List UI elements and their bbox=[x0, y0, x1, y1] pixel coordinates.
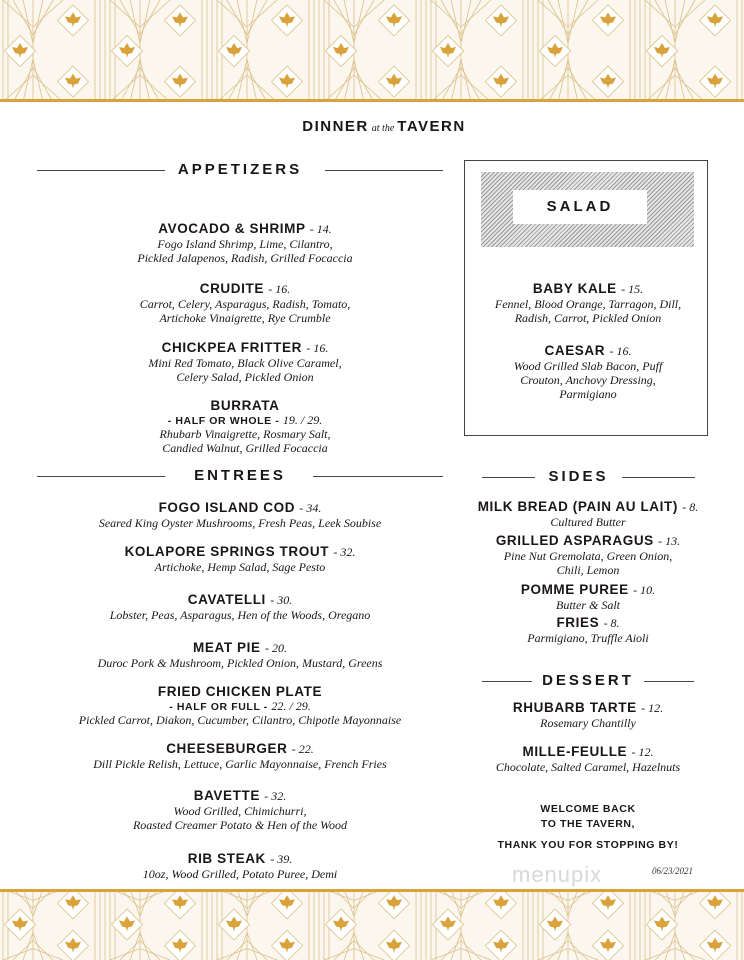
section-heading-appetizers bbox=[37, 161, 443, 181]
item-name-line bbox=[495, 281, 681, 297]
item-description: Butter & Salt bbox=[555, 598, 620, 612]
item-description: Lobster, Peas, Asparagus, Hen of the Woods, Oregano bbox=[109, 608, 371, 622]
item-description: 10oz, Wood Grilled, Potato Puree, Demi bbox=[142, 867, 338, 881]
item-name: AVOCADO & SHRIMP bbox=[158, 221, 306, 236]
item-name: FOGO ISLAND COD bbox=[158, 500, 296, 515]
item-description: Radish, Carrot, Pickled Onion bbox=[514, 311, 662, 325]
item-description: Cultured Butter bbox=[550, 515, 626, 529]
menu-date: 06/23/2021 bbox=[652, 866, 694, 876]
item-price: - 13. bbox=[658, 534, 681, 548]
item-name-line bbox=[98, 640, 383, 656]
item-name: FRIED CHICKEN PLATE bbox=[157, 684, 323, 699]
item-description: Pine Nut Gremolata, Green Onion, bbox=[503, 549, 673, 563]
title-tavern: TAVERN bbox=[397, 118, 466, 135]
watermark: menupix bbox=[512, 862, 603, 887]
salad-item bbox=[495, 281, 681, 325]
item-description: Parmigiano, Truffle Aioli bbox=[527, 631, 649, 645]
item-description: Fogo Island Shrimp, Lime, Cilantro, bbox=[157, 237, 333, 251]
item-description: Candied Walnut, Grilled Focaccia bbox=[162, 441, 328, 455]
item-name: RIB STEAK bbox=[187, 851, 266, 866]
item-description: Parmigiano bbox=[559, 387, 617, 401]
item-name: CAVATELLI bbox=[187, 592, 266, 607]
decorative-border-top bbox=[0, 0, 744, 102]
item-price: - 16. bbox=[268, 282, 291, 296]
item-name-line bbox=[160, 398, 331, 414]
item-description: Carrot, Celery, Asparagus, Radish, Tomato, bbox=[139, 297, 351, 311]
item-price: - 30. bbox=[270, 593, 293, 607]
section-title-salad: SALAD bbox=[513, 190, 647, 224]
item-description: Artichoke, Hemp Salad, Sage Pesto bbox=[154, 560, 326, 574]
item-price: - 10. bbox=[633, 583, 656, 597]
item-name-line bbox=[110, 592, 371, 608]
item-description: Pickled Carrot, Diakon, Cucumber, Cilantro, Chipotle Mayonnaise bbox=[78, 713, 402, 727]
item-price: - 12. bbox=[631, 745, 654, 759]
item-name-line bbox=[99, 500, 381, 516]
item-name-line bbox=[125, 544, 356, 560]
appetizer-item bbox=[160, 398, 331, 455]
item-price: - 20. bbox=[264, 641, 287, 655]
item-price: - 34. bbox=[299, 501, 322, 515]
appetizer-item bbox=[137, 221, 352, 265]
item-price: - 32. bbox=[333, 545, 356, 559]
section-heading-entrees bbox=[37, 467, 443, 487]
item-name: POMME PUREE bbox=[520, 582, 629, 597]
item-name-line bbox=[514, 343, 663, 359]
salad-hatched-banner bbox=[481, 172, 694, 247]
item-name: KOLAPORE SPRINGS TROUT bbox=[124, 544, 330, 559]
item-name: CHEESEBURGER bbox=[166, 741, 288, 756]
entree-item bbox=[110, 592, 371, 622]
item-description: Artichoke Vinaigrette, Rye Crumble bbox=[159, 311, 331, 325]
item-option bbox=[160, 414, 331, 427]
item-price: - 15. bbox=[621, 282, 644, 296]
item-description: Chili, Lemon bbox=[556, 563, 620, 577]
appetizer-item bbox=[140, 281, 351, 325]
item-description: Chocolate, Salted Caramel, Hazelnuts bbox=[495, 760, 681, 774]
item-price: - 8. bbox=[603, 616, 620, 630]
item-price: - 12. bbox=[641, 701, 664, 715]
entree-item bbox=[98, 640, 383, 670]
item-option-price: 19. / 29. bbox=[282, 413, 323, 427]
item-description: Duroc Pork & Mushroom, Pickled Onion, Mustard, Greens bbox=[97, 656, 383, 670]
item-description: Rosemary Chantilly bbox=[540, 716, 636, 730]
item-description: Dill Pickle Relish, Lettuce, Garlic Mayonnaise, French Fries bbox=[93, 757, 387, 771]
item-name-line bbox=[148, 340, 341, 356]
item-option bbox=[79, 700, 401, 713]
welcome-text: TO THE TAVERN, bbox=[540, 818, 636, 830]
item-description: Fennel, Blood Orange, Tarragon, Dill, bbox=[494, 297, 682, 311]
item-price: - 8. bbox=[682, 500, 699, 514]
item-name-line bbox=[133, 788, 347, 804]
item-option-label: - HALF OR WHOLE - bbox=[167, 415, 280, 427]
entree-item bbox=[79, 684, 401, 727]
item-description: Rhubarb Vinaigrette, Rosmary Salt, bbox=[159, 427, 331, 441]
side-item bbox=[478, 499, 699, 529]
item-description: Celery Salad, Pickled Onion bbox=[176, 370, 314, 384]
section-title: DESSERT bbox=[542, 672, 634, 689]
item-price: - 22. bbox=[291, 742, 314, 756]
entree-item bbox=[133, 788, 347, 832]
item-name: BAVETTE bbox=[193, 788, 260, 803]
item-price: - 16. bbox=[609, 344, 632, 358]
entree-item bbox=[99, 500, 381, 530]
entree-item bbox=[93, 741, 386, 771]
item-name: FRIES bbox=[556, 615, 600, 630]
section-heading-sides bbox=[482, 468, 695, 488]
item-name: RHUBARB TARTE bbox=[512, 700, 637, 715]
item-name: CAESAR bbox=[544, 343, 606, 358]
item-name-line bbox=[521, 582, 655, 598]
item-price: - 14. bbox=[309, 222, 332, 236]
item-name-line bbox=[79, 684, 401, 700]
dessert-item bbox=[496, 744, 680, 774]
item-name-line bbox=[478, 499, 699, 515]
entree-item bbox=[125, 544, 356, 574]
item-option-label: - HALF OR FULL - bbox=[169, 701, 268, 713]
item-price: - 32. bbox=[264, 789, 287, 803]
item-name-line bbox=[143, 851, 337, 867]
item-description: Wood Grilled Slab Bacon, Puff bbox=[513, 359, 663, 373]
section-title: ENTREES bbox=[194, 467, 286, 484]
side-item bbox=[521, 582, 655, 612]
item-description: Mini Red Tomato, Black Olive Caramel, bbox=[148, 356, 342, 370]
section-heading-dessert bbox=[482, 672, 694, 692]
item-name-line bbox=[496, 744, 680, 760]
item-description: Pickled Jalapenos, Radish, Grilled Focaccia bbox=[137, 251, 353, 265]
item-description: Seared King Oyster Mushrooms, Fresh Peas, Leek Soubise bbox=[98, 516, 382, 530]
item-name-line bbox=[513, 700, 663, 716]
appetizer-item bbox=[148, 340, 341, 384]
title-at-the: at the bbox=[371, 123, 395, 134]
item-option-price: 22. / 29. bbox=[271, 699, 311, 713]
section-title: APPETIZERS bbox=[177, 161, 303, 178]
item-name-line bbox=[140, 281, 351, 297]
item-name: CHICKPEA FRITTER bbox=[161, 340, 302, 355]
side-item bbox=[496, 533, 680, 577]
entree-item bbox=[143, 851, 337, 881]
item-description: Roasted Creamer Potato & Hen of the Wood bbox=[132, 818, 348, 832]
decorative-border-bottom bbox=[0, 889, 744, 960]
item-description: Crouton, Anchovy Dressing, bbox=[520, 373, 656, 387]
item-name-line bbox=[496, 533, 680, 549]
welcome-text: WELCOME BACK bbox=[540, 803, 636, 815]
item-name: BURRATA bbox=[210, 398, 280, 413]
item-price: - 39. bbox=[270, 852, 293, 866]
item-name: GRILLED ASPARAGUS bbox=[495, 533, 654, 548]
thanks-text: THANK YOU FOR STOPPING BY! bbox=[497, 839, 679, 851]
item-description: Wood Grilled, Chimichurri, bbox=[173, 804, 307, 818]
item-name-line bbox=[137, 221, 352, 237]
item-name-line bbox=[93, 741, 386, 757]
item-name: MILK BREAD (PAIN AU LAIT) bbox=[477, 499, 678, 514]
item-price: - 16. bbox=[306, 341, 329, 355]
menu-title bbox=[0, 118, 744, 135]
item-name-line bbox=[527, 615, 648, 631]
section-title: SIDES bbox=[548, 468, 609, 485]
item-name: MILLE-FEULLE bbox=[522, 744, 628, 759]
salad-item bbox=[514, 343, 663, 401]
side-item bbox=[527, 615, 648, 645]
title-dinner: DINNER bbox=[302, 118, 369, 135]
item-name: CRUDITE bbox=[199, 281, 264, 296]
item-name: BABY KALE bbox=[532, 281, 617, 296]
dessert-item bbox=[513, 700, 663, 730]
item-name: MEAT PIE bbox=[193, 640, 261, 655]
